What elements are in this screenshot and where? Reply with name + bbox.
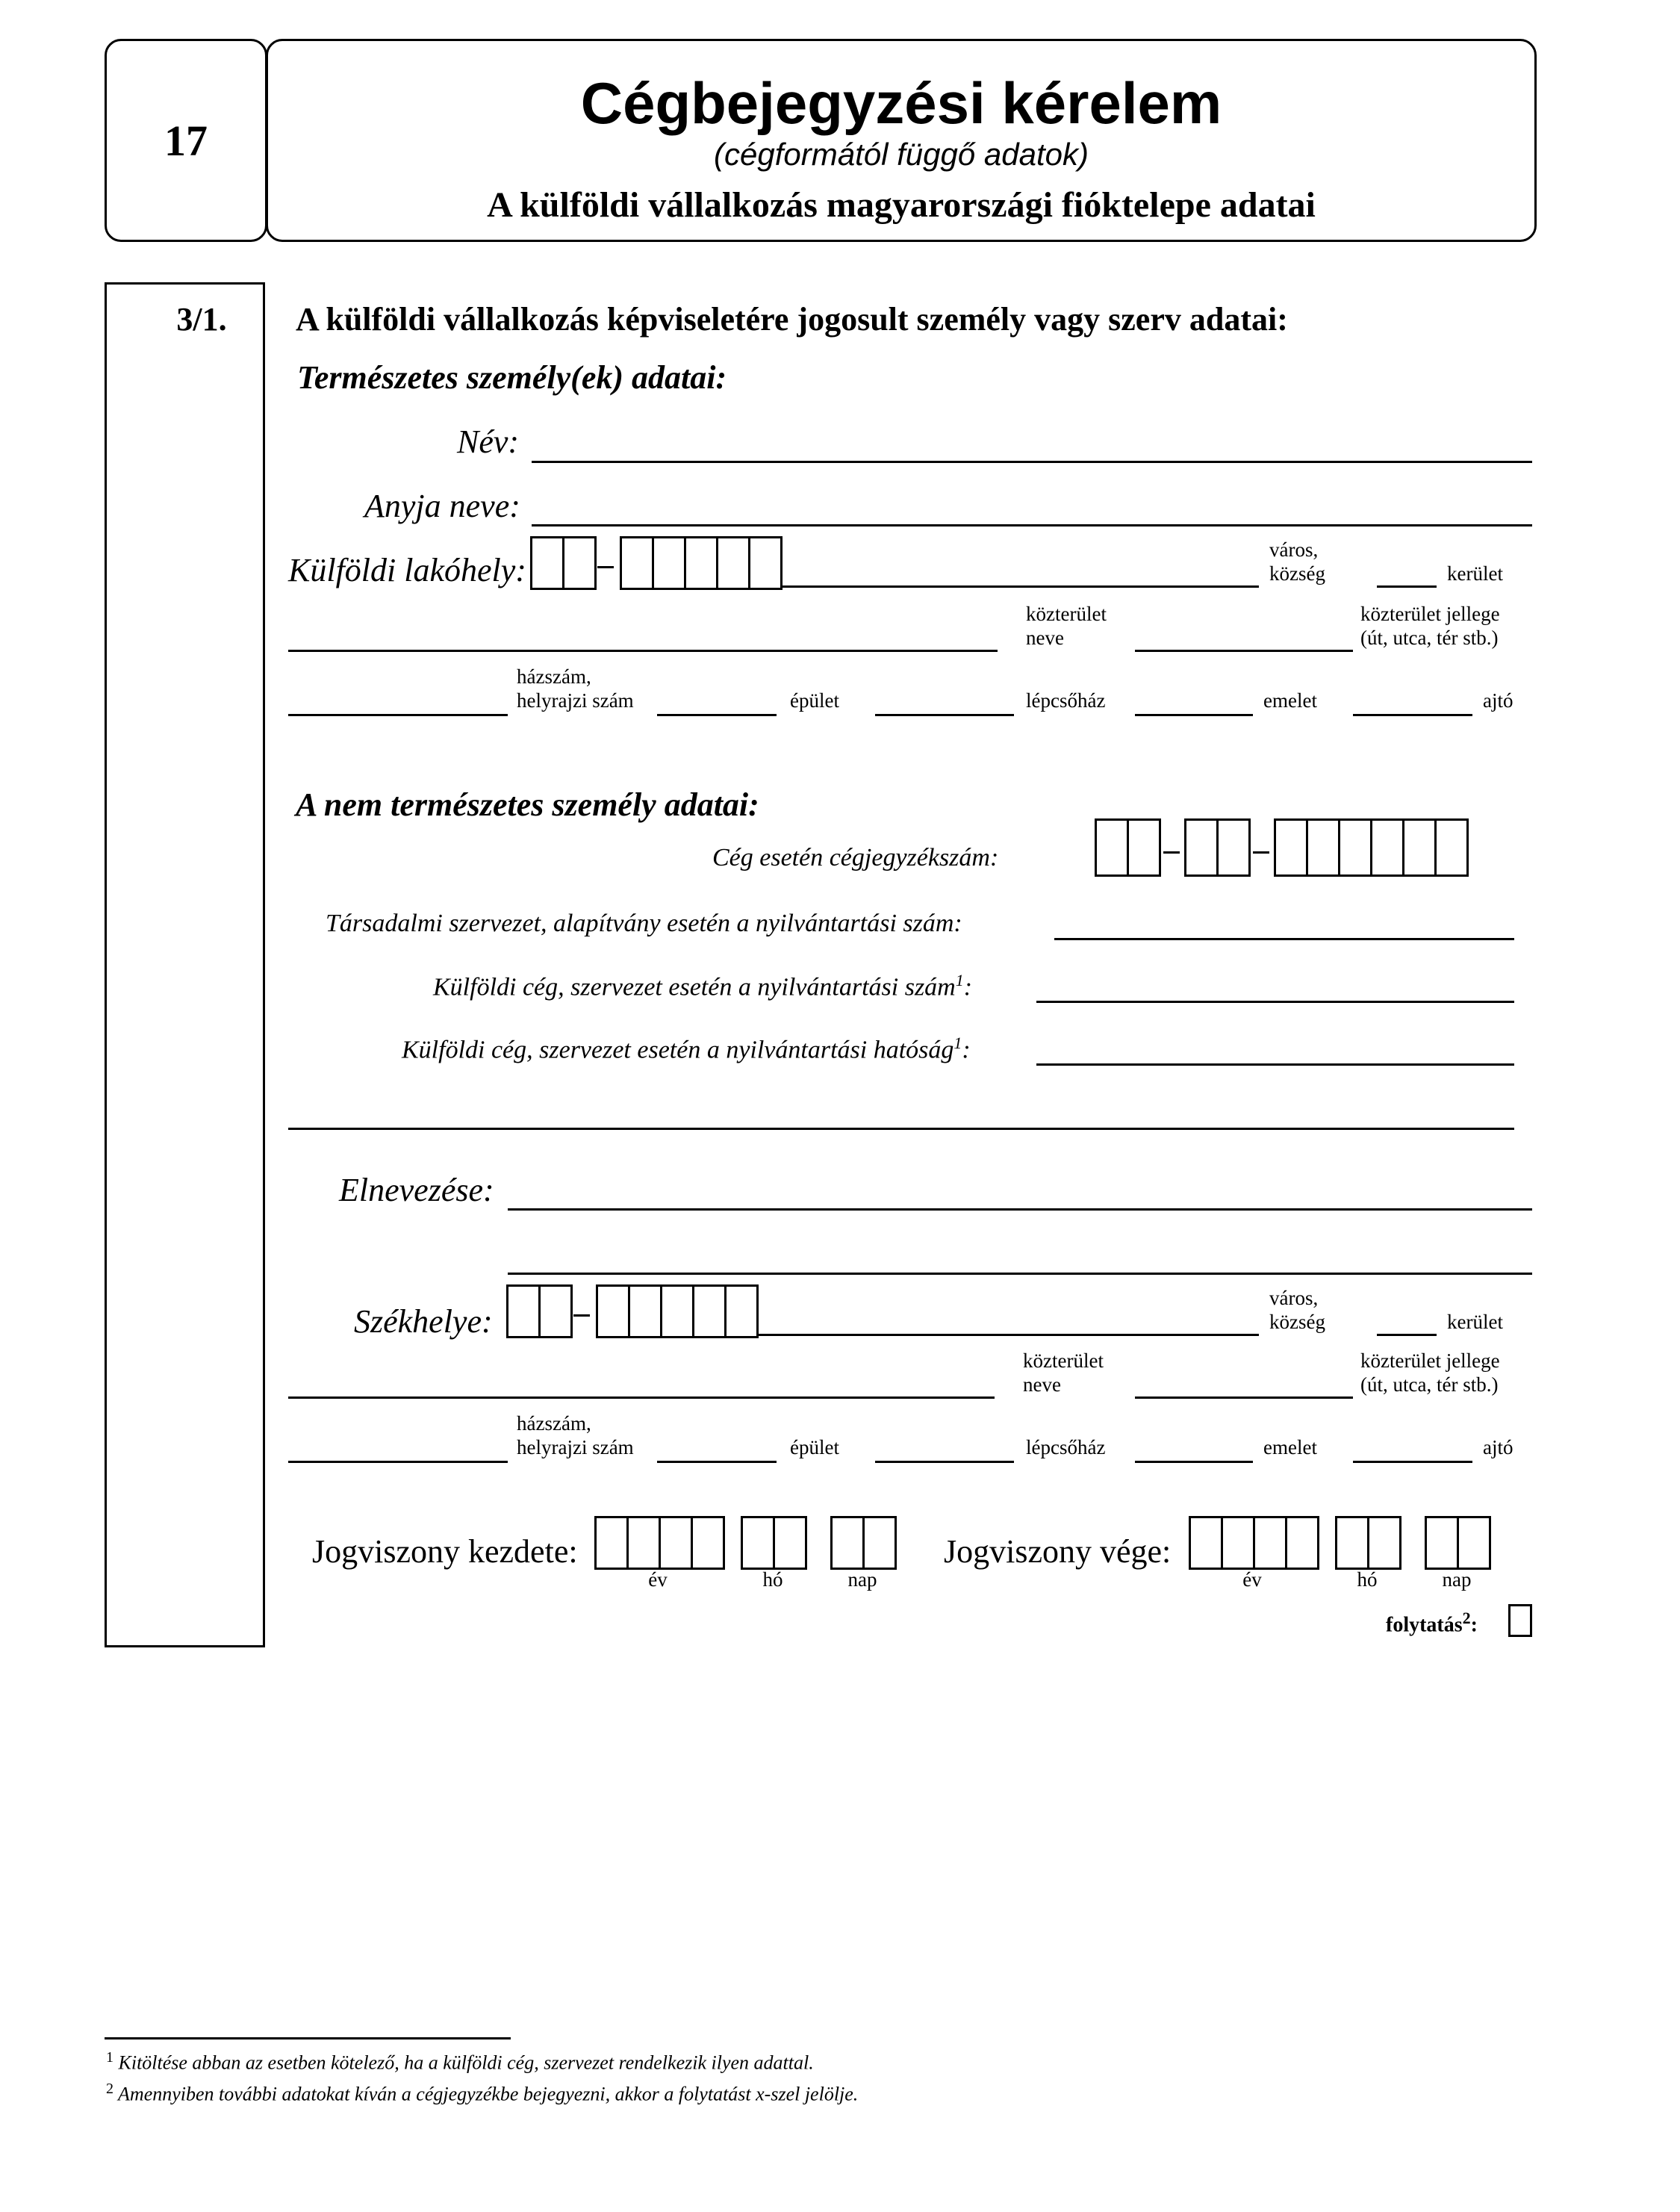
entity-name-field[interactable] (508, 1208, 1532, 1211)
mother-name-field[interactable] (532, 524, 1532, 526)
footnote-ref-1b: 1 (953, 1034, 962, 1052)
street-type-label-1: közterület jellege (1360, 603, 1500, 625)
ngo-reg-label: Társadalmi szervezet, alapítvány esetén a nyilvántartási szám: (326, 910, 962, 937)
foreign-reg-no-label: Külföldi cég, szervezet esetén a nyilvántartási szám (433, 973, 956, 1001)
seat-street-type-field[interactable] (1135, 1397, 1353, 1399)
seat-district-field[interactable] (1377, 1334, 1437, 1336)
seat-postcode-country-boxes[interactable] (506, 1284, 573, 1338)
house-number-label (517, 665, 634, 712)
street-type-label (1360, 602, 1500, 650)
name-label: Név: (457, 423, 520, 460)
footnote-1-ref: 1 (106, 2049, 113, 2066)
entity-name-field-2[interactable] (508, 1273, 1532, 1275)
city-field[interactable] (783, 585, 1259, 588)
street-name-label-2: neve (1026, 627, 1064, 649)
seat-street-name-label-1: közterület (1023, 1349, 1104, 1372)
start-month-label: hó (762, 1568, 783, 1591)
seat-street-type-label (1360, 1349, 1500, 1397)
section-number: 3/1. (176, 301, 227, 338)
postcode-dash (597, 566, 614, 568)
seat-street-type-label-2: (út, utca, tér stb.) (1360, 1373, 1499, 1396)
name-field[interactable] (532, 461, 1532, 463)
seat-house-number-field[interactable] (288, 1461, 508, 1463)
relation-end-label: Jogviszony vége: (944, 1533, 1172, 1570)
postcode-boxes[interactable] (620, 536, 783, 590)
reg-dash-1 (1163, 851, 1180, 854)
footnote-ref-1a: 1 (955, 971, 964, 990)
footnote-2 (106, 2081, 858, 2106)
page-subtitle: (cégformától függő adatok) (714, 137, 1089, 172)
foreign-reg-authority-field[interactable] (1036, 1063, 1514, 1066)
seat-street-type-label-1: közterület jellege (1360, 1349, 1500, 1372)
legal-person-heading: A nem természetes személy adatai: (296, 786, 759, 823)
house-number-label-2: helyrajzi szám (517, 689, 634, 712)
floor-field[interactable] (1135, 714, 1253, 716)
column-divider (263, 282, 265, 1645)
natural-person-heading: Természetes személy(ek) adatai: (297, 359, 727, 396)
end-day-label: nap (1442, 1568, 1472, 1591)
start-day-boxes[interactable] (830, 1516, 897, 1570)
start-year-boxes[interactable] (594, 1516, 725, 1570)
mother-name-label: Anyja neve: (364, 488, 520, 524)
floor-label: emelet (1263, 689, 1317, 712)
seat-door-field[interactable] (1353, 1461, 1472, 1463)
seat-street-name-label-2: neve (1023, 1373, 1061, 1396)
seat-building-field[interactable] (657, 1461, 777, 1463)
seat-staircase-field[interactable] (875, 1461, 1014, 1463)
house-number-field[interactable] (288, 714, 508, 716)
continuation-label-wrap: folytatás$^2$: (1386, 1609, 1478, 1637)
foreign-reg-authority-label: Külföldi cég, szervezet esetén a nyilvántartási hatóság (402, 1036, 954, 1064)
continuation-label: folytatás (1386, 1613, 1463, 1637)
end-month-label: hó (1357, 1568, 1378, 1591)
seat-building-label: épület (790, 1436, 839, 1458)
street-name-field[interactable] (288, 650, 998, 652)
seat-city-label (1269, 1286, 1325, 1334)
seat-house-number-label (517, 1411, 634, 1459)
form-number-text: 17 (164, 116, 208, 165)
reg-number-part3[interactable] (1274, 818, 1469, 877)
page-title: Cégbejegyzési kérelem (580, 70, 1222, 136)
city-label-2: község (1269, 562, 1325, 585)
header-box (266, 39, 1537, 242)
section-heading: A külföldi vállalkozás képviseletére jogosult személy vagy szerv adatai: (296, 301, 1288, 338)
foreign-address-label: Külföldi lakóhely: (288, 552, 526, 588)
reg-number-part2[interactable] (1184, 818, 1251, 877)
footnote-ref-2: 2 (1462, 1609, 1471, 1627)
street-type-label-2: (út, utca, tér stb.) (1360, 627, 1499, 649)
entity-name-label: Elnevezése: (339, 1172, 494, 1208)
seat-door-label: ajtó (1483, 1436, 1513, 1458)
seat-floor-label: emelet (1263, 1436, 1317, 1458)
continuation-checkbox[interactable] (1508, 1604, 1532, 1637)
separator-line (288, 1128, 1514, 1130)
seat-street-name-field[interactable] (288, 1397, 995, 1399)
seat-label: Székhelye: (354, 1303, 493, 1340)
company-reg-label: Cég esetén cégjegyzékszám: (712, 844, 999, 872)
foreign-reg-no-label-wrap: Külföldi cég, szervezet esetén a nyilvántartási szám$^1$: (433, 971, 973, 1001)
end-day-boxes[interactable] (1425, 1516, 1491, 1570)
building-label: épület (790, 689, 839, 712)
seat-district-label: kerület (1447, 1311, 1503, 1333)
district-label: kerület (1447, 562, 1503, 585)
section-number-column (105, 282, 265, 1647)
seat-postcode-boxes[interactable] (596, 1284, 759, 1338)
staircase-label: lépcsőház (1026, 689, 1106, 712)
seat-street-name-label (1023, 1349, 1104, 1397)
footnote-separator (105, 2037, 511, 2039)
seat-floor-field[interactable] (1135, 1461, 1253, 1463)
foreign-reg-authority-label-wrap: Külföldi cég, szervezet esetén a nyilvántartási hatóság$^1$: (402, 1034, 971, 1064)
city-label-1: város, (1269, 538, 1319, 561)
seat-city-label-1: város, (1269, 1287, 1319, 1309)
postcode-country-boxes[interactable] (530, 536, 597, 590)
seat-postcode-dash (573, 1314, 590, 1317)
door-label: ajtó (1483, 689, 1513, 712)
street-type-field[interactable] (1135, 650, 1353, 652)
foreign-reg-no-field[interactable] (1036, 1001, 1514, 1003)
seat-house-number-label-2: helyrajzi szám (517, 1436, 634, 1458)
start-day-label: nap (847, 1568, 877, 1591)
seat-city-field[interactable] (759, 1334, 1259, 1336)
seat-house-number-label-1: házszám, (517, 1412, 591, 1435)
start-year-label: év (648, 1568, 668, 1591)
footnote-2-ref: 2 (106, 2081, 113, 2097)
street-name-label-1: közterület (1026, 603, 1107, 625)
door-field[interactable] (1353, 714, 1472, 716)
street-name-label (1026, 602, 1107, 650)
end-year-boxes[interactable] (1189, 1516, 1319, 1570)
seat-city-label-2: község (1269, 1311, 1325, 1333)
building-field[interactable] (657, 714, 777, 716)
reg-dash-2 (1253, 851, 1269, 854)
footnote-1-text: Kitöltése abban az esetben kötelező, ha a külföldi cég, szervezet rendelkezik ilyen adattal. (118, 2051, 814, 2074)
house-number-label-1: házszám, (517, 665, 591, 688)
start-month-boxes[interactable] (741, 1516, 807, 1570)
reg-number-part1[interactable] (1095, 818, 1161, 877)
ngo-reg-field[interactable] (1054, 938, 1514, 940)
staircase-field[interactable] (875, 714, 1014, 716)
footnote-2-text: Amennyiben további adatokat kíván a cégjegyzékbe bejegyezni, akkor a folytatást x-szel jelölje. (118, 2083, 859, 2105)
seat-staircase-label: lépcsőház (1026, 1436, 1106, 1458)
relation-start-label: Jogviszony kezdete: (312, 1533, 578, 1570)
section-title: A külföldi vállalkozás magyarországi fióktelepe adatai (487, 185, 1316, 225)
city-label (1269, 538, 1325, 585)
end-month-boxes[interactable] (1335, 1516, 1401, 1570)
end-year-label: év (1242, 1568, 1262, 1591)
district-field[interactable] (1377, 585, 1437, 588)
footnote-1 (106, 2049, 814, 2075)
form-number (105, 39, 267, 242)
